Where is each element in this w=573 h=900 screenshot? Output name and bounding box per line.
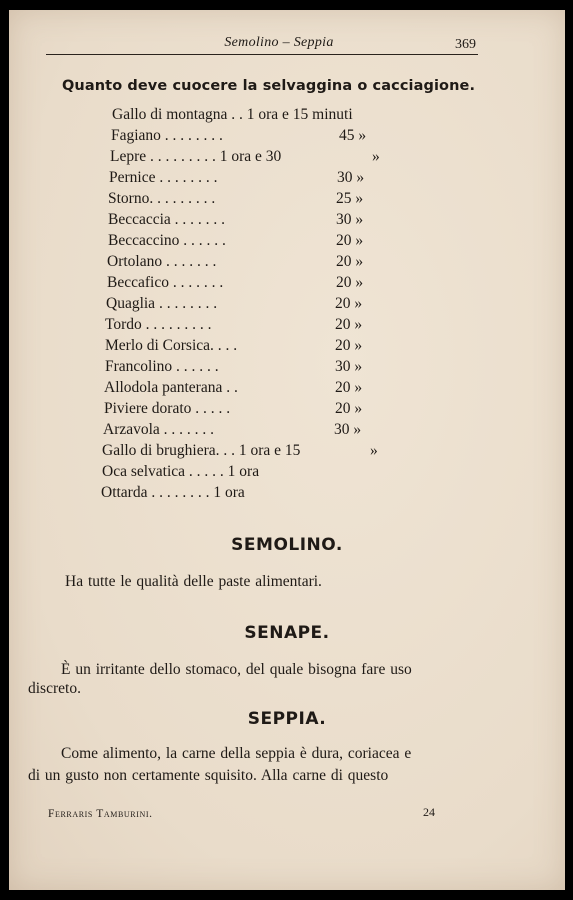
- game-table-heading: Quanto deve cuocere la selvaggina o cacciagione.: [62, 78, 476, 94]
- game-name: Quaglia . . . . . . . .: [106, 295, 218, 312]
- game-name: Tordo . . . . . . . . .: [105, 316, 212, 333]
- game-name: Merlo di Corsica. . . .: [105, 337, 238, 354]
- paragraph-line: Ha tutte le qualità delle paste alimentari.: [65, 573, 322, 590]
- game-name: Francolino . . . . . .: [105, 358, 219, 375]
- game-name: Lepre . . . . . . . . . 1 ora e 30: [110, 148, 282, 165]
- paragraph-line: È un irritante dello stomaco, del quale bisogna fare uso: [61, 661, 412, 678]
- cooking-time: 30 »: [336, 211, 364, 228]
- running-title: Semolino – Seppia: [224, 35, 334, 50]
- cooking-time: 30 »: [337, 169, 365, 186]
- game-name: Beccafico . . . . . . .: [107, 274, 224, 291]
- printer-signature: 24: [423, 805, 435, 819]
- cooking-time: 45 »: [339, 127, 367, 144]
- game-name: Ortolano . . . . . . .: [107, 253, 217, 270]
- cooking-time: 20 »: [336, 274, 364, 291]
- section-heading-seppia: SEPPIA.: [247, 709, 327, 729]
- cooking-time: 20 »: [336, 253, 364, 270]
- cooking-time: 20 »: [335, 400, 363, 417]
- game-name: Beccaccia . . . . . . .: [108, 211, 226, 228]
- game-name: Arzavola . . . . . . .: [103, 421, 215, 438]
- cooking-time: »: [370, 442, 378, 459]
- game-name: Allodola panterana . .: [104, 379, 238, 396]
- cooking-time: 20 »: [335, 316, 363, 333]
- cooking-time: 30 »: [334, 421, 362, 438]
- section-heading-senape: SENAPE.: [244, 623, 330, 643]
- header-rule: [46, 54, 478, 55]
- page-number: 369: [455, 37, 476, 52]
- game-name: Beccaccino . . . . . .: [108, 232, 226, 249]
- cooking-time: 25 »: [336, 190, 364, 207]
- footer-author: Ferraris Tamburini.: [48, 808, 153, 820]
- game-name: Gallo di montagna . . 1 ora e 15 minuti: [112, 106, 353, 123]
- game-name: Oca selvatica . . . . . 1 ora: [102, 463, 260, 480]
- paragraph-line: discreto.: [28, 680, 81, 697]
- game-name: Pernice . . . . . . . .: [109, 169, 218, 186]
- book-page: [9, 10, 565, 890]
- paragraph-line: di un gusto non certamente squisito. Alla carne di questo: [28, 767, 389, 784]
- game-name: Piviere dorato . . . . .: [104, 400, 231, 417]
- section-heading-semolino: SEMOLINO.: [231, 535, 343, 555]
- paragraph-line: Come alimento, la carne della seppia è dura, coriacea e: [61, 745, 412, 762]
- cooking-time: 20 »: [335, 379, 363, 396]
- game-name: Ottarda . . . . . . . . 1 ora: [101, 484, 245, 501]
- game-name: Storno. . . . . . . . .: [108, 190, 216, 207]
- cooking-time: 20 »: [335, 337, 363, 354]
- cooking-time: 30 »: [335, 358, 363, 375]
- running-head: [9, 35, 565, 55]
- game-name: Gallo di brughiera. . . 1 ora e 15: [102, 442, 301, 459]
- cooking-time: 20 »: [335, 295, 363, 312]
- cooking-time: »: [372, 148, 380, 165]
- cooking-time: 20 »: [336, 232, 364, 249]
- game-name: Fagiano . . . . . . . .: [111, 127, 223, 144]
